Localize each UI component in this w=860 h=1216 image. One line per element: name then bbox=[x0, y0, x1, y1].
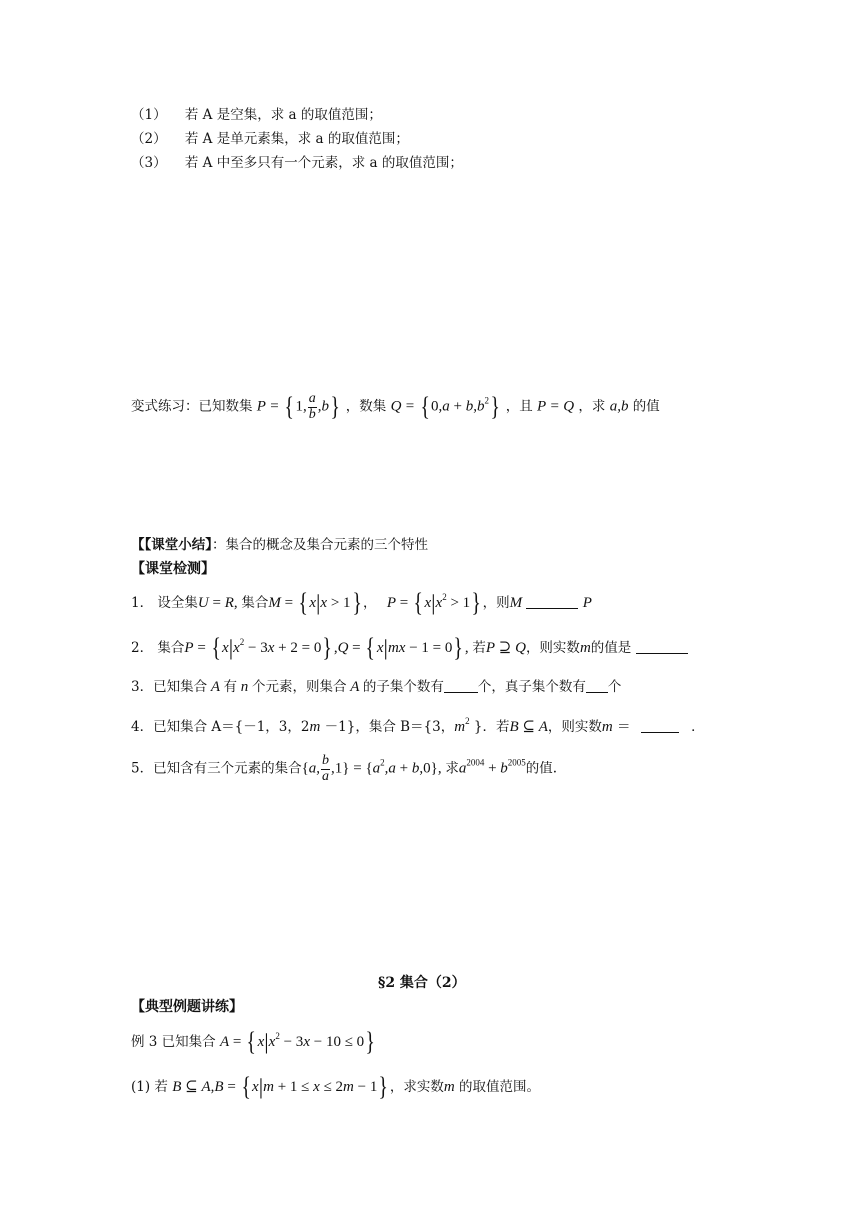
question-3: 3．已知集合 A 有 n 个元素，则集合 A 的子集个数有 个，真子集个数有 个 bbox=[131, 679, 622, 695]
typical-examples-title: 【典型例题讲练】 bbox=[131, 999, 243, 1015]
question-5: 5．已知含有三个元素的集合{a, $\frac{b}{a}$ $,1\} = \{a^2,a + b,0\}$, 求$a^{2004} + b^{2005}$的值. bbox=[131, 753, 558, 784]
list-item-3 bbox=[131, 157, 463, 171]
variant-exercise: 变式练习：已知数集 P = { 1, $\frac{a}{b}$ ,b} ，数集 Q = { $0,a + b,b^2$} ，且 P = Q ，求 a,b 的值 bbox=[131, 391, 660, 422]
list-number: （3） bbox=[131, 155, 167, 171]
answer-blank[interactable] bbox=[444, 680, 478, 693]
example-3-part-1: (1) 若 B ⊆ A,B = { x|m + 1 ≤ x ≤ 2m − 1} ，求实数m 的取值范围。 bbox=[131, 1072, 540, 1101]
answer-blank[interactable] bbox=[526, 596, 578, 609]
list-text: 若 A 中至多只有一个元素，求 a 的取值范围； bbox=[184, 155, 463, 171]
example-3: 例 3 已知集合 A = { $x|x^2 - 3x - 10 \le 0$} bbox=[131, 1027, 376, 1056]
list-number: （1） bbox=[131, 107, 167, 123]
list-item-2 bbox=[131, 133, 409, 147]
list-text: 若 A 是空集，求 a 的取值范围； bbox=[184, 107, 382, 123]
list-number: （2） bbox=[131, 131, 167, 147]
section-title: §2 集合（2） bbox=[378, 975, 466, 991]
variant-end: ，求 bbox=[578, 398, 606, 415]
summary-title: 【【课堂小结】 bbox=[131, 537, 212, 553]
answer-blank[interactable] bbox=[586, 680, 608, 693]
answer-blank[interactable] bbox=[641, 720, 679, 733]
list-text: 若 A 是单元素集，求 a 的取值范围； bbox=[184, 131, 409, 147]
list-item-1 bbox=[131, 109, 382, 123]
question-2: 2． 集合P = { $x|x^2 - 3x + 2 = 0$} ,Q = { x|mx − 1 = 0} , 若P ⊇ Q，则实数m的值是 bbox=[131, 635, 688, 661]
variant-end2: 的值 bbox=[632, 398, 660, 415]
summary-text: ：集合的概念及集合元素的三个特性 bbox=[212, 537, 428, 553]
answer-blank[interactable] bbox=[636, 641, 688, 654]
question-4: 4．已知集合 A＝{－1，3，2m －1}，集合 B＝{3，$m^2$ }．若B ⊆ A，则实数m ＝ ． bbox=[131, 716, 705, 735]
check-title: 【课堂检测】 bbox=[131, 561, 215, 577]
variant-label: 变式练习：已知数集 bbox=[131, 398, 253, 415]
question-1: 1． 设全集U = R, 集合M = { x|x > 1} ， P = { $x|x^2 > 1$} ，则M P bbox=[131, 588, 592, 617]
variant-sep1: ，数集 bbox=[345, 398, 387, 415]
variant-sep2: ，且 bbox=[505, 398, 533, 415]
class-summary bbox=[131, 539, 428, 553]
